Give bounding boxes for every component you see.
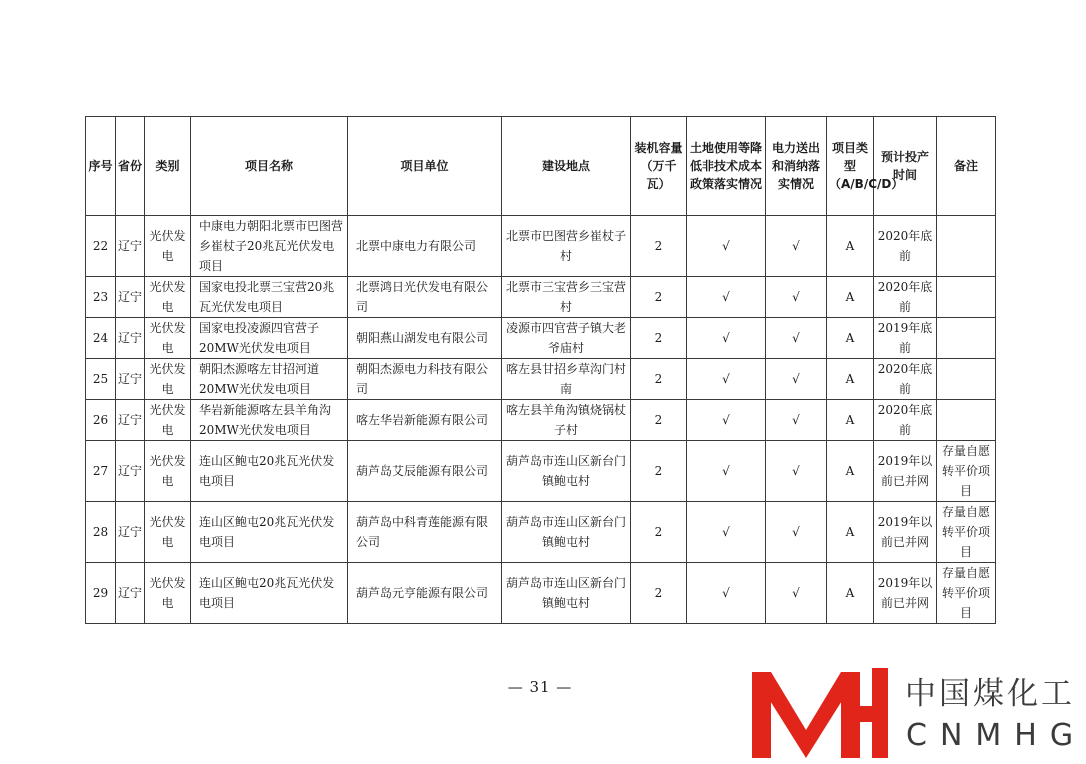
cell-location: 葫芦岛市连山区新台门镇鲍屯村 [502, 563, 631, 624]
cell-project-type: A [827, 318, 874, 359]
cell-capacity: 2 [631, 441, 687, 502]
cell-expected-time: 2019年以前已并网 [874, 563, 937, 624]
cell-project-unit: 喀左华岩新能源有限公司 [348, 400, 502, 441]
cell-project-type: A [827, 400, 874, 441]
cell-land-policy: √ [687, 318, 766, 359]
cell-project-type: A [827, 277, 874, 318]
cell-project-type: A [827, 563, 874, 624]
cell-note: 存量自愿转平价项目 [937, 441, 996, 502]
cell-expected-time: 2019年底前 [874, 318, 937, 359]
table-row [86, 359, 996, 400]
header-project-type: 项目类型（A/B/C/D） [827, 117, 874, 216]
cell-category: 光伏发电 [145, 277, 191, 318]
cell-land-policy: √ [687, 441, 766, 502]
cell-project-name: 连山区鲍屯20兆瓦光伏发电项目 [191, 502, 348, 563]
header-province: 省份 [116, 117, 145, 216]
table-row [86, 400, 996, 441]
table-row [86, 502, 996, 563]
cell-province: 辽宁 [116, 502, 145, 563]
header-project-name: 项目名称 [191, 117, 348, 216]
cell-location: 葫芦岛市连山区新台门镇鲍屯村 [502, 441, 631, 502]
cell-expected-time: 2019年以前已并网 [874, 441, 937, 502]
table-row [86, 563, 996, 624]
header-location: 建设地点 [502, 117, 631, 216]
cell-note: 存量自愿转平价项目 [937, 563, 996, 624]
cell-expected-time: 2020年底前 [874, 400, 937, 441]
cell-land-policy: √ [687, 359, 766, 400]
cell-location: 北票市三宝营乡三宝营村 [502, 277, 631, 318]
cell-province: 辽宁 [116, 318, 145, 359]
cell-power-delivery: √ [766, 216, 827, 277]
cell-project-type: A [827, 502, 874, 563]
header-project-unit: 项目单位 [348, 117, 502, 216]
cell-province: 辽宁 [116, 359, 145, 400]
cell-expected-time: 2019年以前已并网 [874, 502, 937, 563]
cell-location: 喀左县羊角沟镇烧锅杖子村 [502, 400, 631, 441]
cell-land-policy: √ [687, 502, 766, 563]
cell-project-unit: 北票中康电力有限公司 [348, 216, 502, 277]
cell-project-type: A [827, 359, 874, 400]
header-category: 类别 [145, 117, 191, 216]
cell-seq: 25 [86, 359, 116, 400]
cell-province: 辽宁 [116, 400, 145, 441]
cell-project-unit: 朝阳杰源电力科技有限公司 [348, 359, 502, 400]
cell-capacity: 2 [631, 277, 687, 318]
cell-category: 光伏发电 [145, 502, 191, 563]
cell-power-delivery: √ [766, 277, 827, 318]
header-expected-time: 预计投产时间 [874, 117, 937, 216]
cell-expected-time: 2020年底前 [874, 216, 937, 277]
table-row [86, 277, 996, 318]
cell-project-name: 华岩新能源喀左县羊角沟20MW光伏发电项目 [191, 400, 348, 441]
cell-project-name: 连山区鲍屯20兆瓦光伏发电项目 [191, 441, 348, 502]
cell-project-type: A [827, 441, 874, 502]
cell-power-delivery: √ [766, 563, 827, 624]
cell-category: 光伏发电 [145, 441, 191, 502]
cell-land-policy: √ [687, 216, 766, 277]
cell-expected-time: 2020年底前 [874, 359, 937, 400]
mh-logo-icon [750, 662, 890, 760]
table-body [86, 216, 996, 624]
cell-project-name: 中康电力朝阳北票市巴图营乡崔杖子20兆瓦光伏发电项目 [191, 216, 348, 277]
cell-land-policy: √ [687, 277, 766, 318]
cell-province: 辽宁 [116, 277, 145, 318]
cell-capacity: 2 [631, 502, 687, 563]
cell-project-unit: 北票鸿日光伏发电有限公司 [348, 277, 502, 318]
cell-power-delivery: √ [766, 318, 827, 359]
cell-seq: 22 [86, 216, 116, 277]
cell-expected-time: 2020年底前 [874, 277, 937, 318]
cell-project-unit: 葫芦岛元亨能源有限公司 [348, 563, 502, 624]
cell-power-delivery: √ [766, 502, 827, 563]
cell-seq: 24 [86, 318, 116, 359]
cell-project-name: 国家电投北票三宝营20兆瓦光伏发电项目 [191, 277, 348, 318]
header-power-delivery: 电力送出和消纳落实情况 [766, 117, 827, 216]
cell-project-unit: 朝阳燕山湖发电有限公司 [348, 318, 502, 359]
header-land-policy: 土地使用等降低非技术成本政策落实情况 [687, 117, 766, 216]
project-table [85, 116, 996, 624]
cell-seq: 26 [86, 400, 116, 441]
header-note: 备注 [937, 117, 996, 216]
cell-capacity: 2 [631, 318, 687, 359]
cell-note [937, 400, 996, 441]
cell-power-delivery: √ [766, 400, 827, 441]
cell-project-name: 国家电投凌源四官营子20MW光伏发电项目 [191, 318, 348, 359]
logo-english-text: CNMHG [906, 718, 1086, 753]
cell-capacity: 2 [631, 216, 687, 277]
cell-land-policy: √ [687, 400, 766, 441]
cell-seq: 23 [86, 277, 116, 318]
page-number: — 31 — [507, 678, 573, 696]
cell-project-unit: 葫芦岛艾辰能源有限公司 [348, 441, 502, 502]
cell-seq: 27 [86, 441, 116, 502]
cell-seq: 29 [86, 563, 116, 624]
cell-project-unit: 葫芦岛中科青莲能源有限公司 [348, 502, 502, 563]
cell-seq: 28 [86, 502, 116, 563]
cell-power-delivery: √ [766, 441, 827, 502]
cell-province: 辽宁 [116, 216, 145, 277]
table-row [86, 318, 996, 359]
cell-capacity: 2 [631, 400, 687, 441]
cell-note [937, 277, 996, 318]
logo-chinese-text: 中国煤化工 [905, 676, 1075, 712]
cell-power-delivery: √ [766, 359, 827, 400]
cell-project-name: 朝阳杰源喀左甘招河道20MW光伏发电项目 [191, 359, 348, 400]
cell-category: 光伏发电 [145, 400, 191, 441]
cell-project-type: A [827, 216, 874, 277]
cell-project-name: 连山区鲍屯20兆瓦光伏发电项目 [191, 563, 348, 624]
cell-category: 光伏发电 [145, 216, 191, 277]
cell-note [937, 359, 996, 400]
cell-location: 葫芦岛市连山区新台门镇鲍屯村 [502, 502, 631, 563]
cell-land-policy: √ [687, 563, 766, 624]
cell-province: 辽宁 [116, 563, 145, 624]
cell-capacity: 2 [631, 359, 687, 400]
header-seq: 序号 [86, 117, 116, 216]
cell-location: 北票市巴图营乡崔杖子村 [502, 216, 631, 277]
cell-note [937, 318, 996, 359]
cell-province: 辽宁 [116, 441, 145, 502]
table-row [86, 441, 996, 502]
cell-category: 光伏发电 [145, 563, 191, 624]
cell-note [937, 216, 996, 277]
cell-category: 光伏发电 [145, 359, 191, 400]
cell-category: 光伏发电 [145, 318, 191, 359]
cell-note: 存量自愿转平价项目 [937, 502, 996, 563]
header-row [86, 117, 996, 216]
cell-location: 喀左县甘招乡草沟门村南 [502, 359, 631, 400]
cell-location: 凌源市四官营子镇大老爷庙村 [502, 318, 631, 359]
table-row [86, 216, 996, 277]
header-capacity: 装机容量（万千瓦） [631, 117, 687, 216]
cell-capacity: 2 [631, 563, 687, 624]
